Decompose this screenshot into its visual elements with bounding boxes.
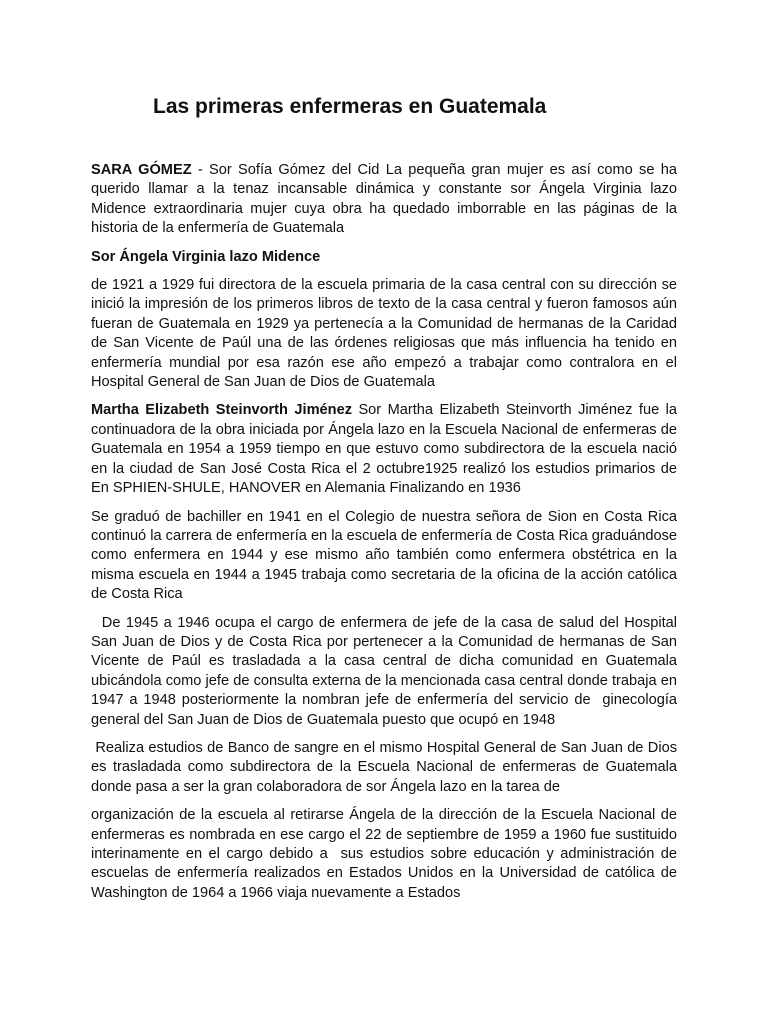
page-title: Las primeras enfermeras en Guatemala: [153, 95, 547, 118]
paragraph-bachiller: Se graduó de bachiller en 1941 en el Colegio de nuestra señora de Sion en Costa Rica continuó la carrera de enfermería en la escuela de enfermería de Costa Rica graduándose como enfermera en 1944 y ese mismo año también como enfermera obstétrica en la misma escuela en 1944 a 1945 trabaja como secretaria de la oficina de la acción católica de Costa Rica: [91, 508, 682, 603]
martha-steinvorth-text: Sor Martha Elizabeth Steinvorth Jiménez fue la continuadora de la obra iniciada por Ángela lazo en la Escuela Nacional de enfermeras de Guatemala en 1954 a 1959 tiempo en que estuvo como subdirectora de la escuela nació en la ciudad de San José Costa Rica el 2 octubre1925 realizó los estudios primarios de En SPHIEN-SHULE, HANOVER en Alemania Finalizando en 1936: [91, 402, 677, 497]
paragraph-banco-de-sangre: Realiza estudios de Banco de sangre en el mismo Hospital General de San Juan de Dios es trasladada como subdirectora de la Escuela Nacional de enfermeras de Guatemala donde pasa a ser la gran colaboradora de sor Ángela lazo en la tarea de: [91, 739, 682, 795]
paragraph-organizacion: organización de la escuela al retirarse Ángela de la dirección de la Escuela Nacional de enfermeras es nombrada en ese cargo el 22 de septiembre de 1959 a 1960 fue sustituido interinamente en el cargo debido a sus estudios sobre educación y administración de escuelas de enfermería realizados en Estados Unidos en la Universidad de católica de Washington de 1964 a 1966 viaja nuevamente a Estados: [91, 807, 682, 901]
paragraph-sara-gomez: [91, 161, 677, 239]
paragraph-1945-1946: De 1945 a 1946 ocupa el cargo de enfermera de jefe de la casa de salud del Hospital San Juan de Dios y de Costa Rica por pertenecer a la Comunidad de hermanas de San Vicente de Paúl es trasladada a la casa central de dicha comunidad en Guatemala ubicándola como jefe de consulta externa de la mencionada casa central donde trabaja en 1947 a 1948 posteriormente la nombran jefe de enfermería del servicio de ginecología general del San Juan de Dios de Guatemala puesto que ocupó en 1948: [91, 614, 682, 728]
sara-gomez-name: SARA GÓMEZ: [91, 162, 192, 178]
document-body: [91, 161, 682, 912]
martha-steinvorth-name: Martha Elizabeth Steinvorth Jiménez: [91, 402, 352, 419]
paragraph-angela-lazo: de 1921 a 1929 fui directora de la escuela primaria de la casa central con su dirección se inició la impresión de los primeros libros de texto de la casa central y fueron famosos aún fueran de Guatemala en 1929 ya pertenecía a la Comunidad de hermanas de la Caridad de San Vicente de Paúl una de las órdenes religiosas que más influencia ha tenido en enfermería mundial por esa razón ese año empezó a trabajar como contralora en el Hospital General de San Juan de Dios de Guatemala: [91, 277, 677, 391]
paragraph-martha-steinvorth: [91, 401, 677, 498]
sara-gomez-text: - Sor Sofía Gómez del Cid La pequeña gran mujer es así como se ha querido llamar a la tenaz incansable dinámica y constante sor Ángela Virginia lazo Midence extraordinaria mujer cuya obra ha quedado imborrable en las páginas de la historia de la enfermería de Guatemala: [91, 162, 677, 237]
section-heading-angela-lazo: Sor Ángela Virginia lazo Midence: [91, 248, 321, 265]
